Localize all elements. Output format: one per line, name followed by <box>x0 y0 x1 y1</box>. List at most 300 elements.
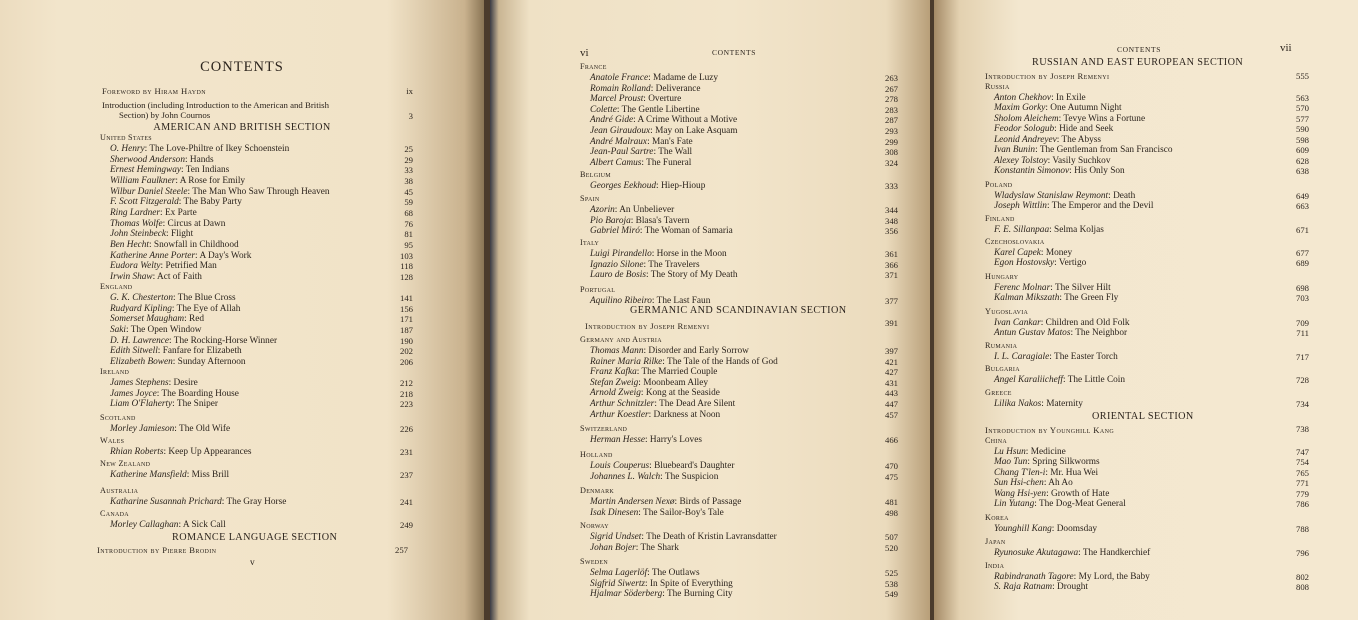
page-number: 457 <box>884 409 898 420</box>
entry-title: Sunday Afternoon <box>177 356 246 367</box>
entry-title: The Last Faun <box>656 296 711 306</box>
entry-author: Lilika Nakos <box>994 399 1042 409</box>
entry-title: The Death of Kristin Lavransdatter <box>646 532 777 542</box>
country-heading-england: England <box>100 282 133 291</box>
page-number: 190 <box>399 335 413 346</box>
entry-author: William Faulkner <box>110 175 176 186</box>
toc-entry: Lilika Nakos: Maternity <box>994 399 1083 409</box>
section-heading: ROMANCE LANGUAGE SECTION <box>172 532 338 543</box>
entry-title: The Gray Horse <box>226 497 287 507</box>
country-heading-belgium: Belgium <box>580 170 611 179</box>
toc-entry: Elizabeth Bowen: Sunday Afternoon <box>110 356 246 367</box>
entry-author: Arnold Zweig <box>590 388 641 399</box>
toc-entry: S. Raja Ratnam: Drought <box>994 582 1089 593</box>
toc-entry: Wladyslaw Stanislaw Reymont: Death <box>994 191 1136 201</box>
toc-entry: Sherwood Anderson: Hands <box>110 154 214 165</box>
page-number: 628 <box>1295 155 1309 166</box>
entry-author: Aquilino Ribeiro <box>590 296 652 306</box>
page-number: 754 <box>1295 457 1309 468</box>
toc-entry: John Steinbeck: Flight <box>110 229 194 240</box>
page-number: 223 <box>399 399 413 410</box>
toc-entry: Georges Eekhoud: Hiep-Hioup <box>590 181 706 191</box>
page-number: 226 <box>399 424 413 434</box>
entry-author: Johan Bojer <box>590 542 636 553</box>
entry-title: Tevye Wins a Fortune <box>1063 113 1146 124</box>
toc-entry: William Faulkner: A Rose for Emily <box>110 175 246 186</box>
page-number: 344 <box>884 205 898 215</box>
entry-author: Sun Hsi-chen <box>994 478 1044 489</box>
toc-entry: Pio Baroja: Blasa's Tavern <box>590 215 690 226</box>
page-number: 366 <box>884 259 898 270</box>
toc-entry: Angel Karaliicheff: The Little Coin <box>994 375 1126 385</box>
entry-author: Luigi Pirandello <box>590 249 652 259</box>
page-number: 507 <box>884 532 898 542</box>
entry-title: His Only Son <box>1074 166 1125 177</box>
right-page <box>934 0 1358 620</box>
entry-title: One Autumn Night <box>1050 103 1122 114</box>
country-heading-ireland: Ireland <box>100 367 130 376</box>
entry-title: The Travelers <box>648 259 700 270</box>
entry-author: Wang Hsi-yen <box>994 488 1047 499</box>
entry-author: Martin Andersen Nexø <box>590 497 675 507</box>
toc-entry: Sigfrid Siwertz: In Spite of Everything <box>590 578 733 589</box>
entry-author: Stefan Zweig <box>590 377 639 388</box>
country-heading-sweden: Sweden <box>580 557 609 566</box>
entry-author: Romain Rolland <box>590 83 651 94</box>
toc-entry: Wang Hsi-yen: Growth of Hate <box>994 488 1110 499</box>
page-number: 570 <box>1295 103 1309 114</box>
page-number: 431 <box>884 377 898 388</box>
entry-author: I. L. Caragiale <box>994 352 1050 362</box>
toc-entry: Ring Lardner: Ex Parte <box>110 207 197 218</box>
entry-title: The Emperor and the Devil <box>1051 201 1154 212</box>
page-number: 76 <box>404 218 413 229</box>
running-head: CONTENTS <box>712 48 756 57</box>
entry-author: Gabriel Miró <box>590 226 640 237</box>
page-number: 308 <box>884 147 898 158</box>
toc-entry: Arthur Koestler: Darkness at Noon <box>590 409 721 420</box>
toc-entry: Kalman Mikszath: The Green Fly <box>994 293 1119 304</box>
page-number: 324 <box>884 157 898 168</box>
toc-entry: G. K. Chesterton: The Blue Cross <box>110 293 236 303</box>
entry-title: My Lord, the Baby <box>1078 572 1150 582</box>
entry-author: Kalman Mikszath <box>994 293 1060 304</box>
entry-author: G. K. Chesterton <box>110 293 174 303</box>
entry-author: Rabindranath Tagore <box>994 572 1074 582</box>
page-number: 549 <box>884 589 898 600</box>
page-number: 156 <box>399 303 413 314</box>
page-number: 590 <box>1295 124 1309 135</box>
page-number: 788 <box>1295 524 1309 534</box>
entry-author: Katherine Anne Porter <box>110 250 196 261</box>
page-number: 348 <box>884 215 898 226</box>
entry-author: Mao Tun <box>994 457 1028 468</box>
toc-entry: Arthur Schnitzler: The Dead Are Silent <box>590 399 736 409</box>
toc-entry: Edith Sitwell: Fanfare for Elizabeth <box>110 346 242 357</box>
entry-author: Wilbur Daniel Steele <box>110 186 188 197</box>
entry-author: Antun Gustav Matos <box>994 328 1071 339</box>
toc-entry: Leonid Andreyev: The Abyss <box>994 134 1102 145</box>
entry-title: Hiep-Hioup <box>660 181 706 191</box>
entry-title: The Gentleman from San Francisco <box>1039 145 1173 156</box>
page-number: 103 <box>399 250 413 261</box>
toc-entry: Anton Chekhov: In Exile <box>994 93 1086 103</box>
toc-entry: James Joyce: The Boarding House <box>110 388 239 399</box>
entry-author: Jean-Paul Sartre <box>590 147 654 158</box>
page-number: 249 <box>399 520 413 530</box>
toc-entry: Ferenc Molnar: The Silver Hilt <box>994 283 1111 293</box>
entry-title: Hands <box>189 154 214 165</box>
contents-title: CONTENTS <box>200 59 284 75</box>
entry-title: The Tale of the Hands of God <box>667 356 778 367</box>
toc-entry: Colette: The Gentle Libertine <box>590 104 700 115</box>
entry-title: Fanfare for Elizabeth <box>162 346 242 357</box>
entry-author: Wladyslaw Stanislaw Reymont <box>994 191 1109 201</box>
entry-author: O. Henry <box>110 144 145 154</box>
page-number: 212 <box>399 378 413 388</box>
entry-title: Drought <box>1057 582 1089 593</box>
entry-author: Colette <box>590 104 617 115</box>
toc-entry: Luigi Pirandello: Horse in the Moon <box>590 249 727 259</box>
toc-entry: Rhian Roberts: Keep Up Appearances <box>110 447 252 457</box>
entry-title: The Shark <box>640 542 679 553</box>
page-number: 577 <box>1295 113 1309 124</box>
page-number: 808 <box>1295 582 1309 593</box>
entry-author: Egon Hostovsky <box>994 258 1055 269</box>
russian-intro-entry: Introduction by Joseph Remenyi <box>985 71 1110 81</box>
page-number: 231 <box>399 447 413 457</box>
toc-entry: Lu Hsun: Medicine <box>994 447 1066 457</box>
entry-author: Ivan Bunin <box>994 145 1036 156</box>
page-number: 649 <box>1295 191 1309 201</box>
entry-author: Ignazio Silone <box>590 259 644 270</box>
foreword-entry: Foreword by Hiram Haydn <box>102 86 206 96</box>
entry-title: Death <box>1113 191 1136 201</box>
entry-title: Children and Old Folk <box>1045 318 1130 328</box>
entry-title: The Baby Party <box>183 197 242 208</box>
entry-author: Thomas Mann <box>590 346 644 356</box>
page-number: 466 <box>884 435 898 445</box>
page-number: 241 <box>399 497 413 507</box>
entry-author: F. E. Sillanpaa <box>994 225 1050 235</box>
page-number: 391 <box>884 318 898 328</box>
entry-author: Albert Camus <box>590 157 642 168</box>
entry-author: James Joyce <box>110 388 157 399</box>
entry-title: The Little Coin <box>1067 375 1126 385</box>
toc-entry: Alexey Tolstoy: Vasily Suchkov <box>994 155 1111 166</box>
entry-author: Katherine Mansfield <box>110 470 187 480</box>
entry-title: The Dog-Meat General <box>1038 499 1126 510</box>
toc-entry: Franz Kafka: The Married Couple <box>590 367 718 378</box>
country-heading-yugoslavia: Yugoslavia <box>985 307 1029 316</box>
entry-title: A Crime Without a Motive <box>637 115 738 126</box>
entry-author: Konstantin Simonov <box>994 166 1070 177</box>
page-number: 703 <box>1295 293 1309 304</box>
page-number: 377 <box>884 296 898 306</box>
entry-author: Eudora Welty <box>110 261 161 272</box>
entry-title: Doomsday <box>1056 524 1097 534</box>
page-number: 481 <box>884 497 898 507</box>
intro-line-2: Section) by John Cournos <box>119 110 211 120</box>
entry-title: Petrified Man <box>165 261 217 272</box>
toc-entry: F. E. Sillanpaa: Selma Koljas <box>994 225 1104 235</box>
section-heading: ORIENTAL SECTION <box>1092 411 1194 422</box>
page-number: 475 <box>884 471 898 482</box>
toc-entry: Arnold Zweig: Kong at the Seaside <box>590 388 720 399</box>
entry-author: Morley Callaghan <box>110 520 179 530</box>
page-number: 202 <box>399 346 413 357</box>
country-heading-hungary: Hungary <box>985 272 1019 281</box>
page-number: 447 <box>884 399 898 409</box>
toc-entry: Younghill Kang: Doomsday <box>994 524 1097 534</box>
entry-author: Johannes L. Walch <box>590 471 661 482</box>
section-heading: RUSSIAN AND EAST EUROPEAN SECTION <box>1032 57 1244 68</box>
country-heading-nz: New Zealand <box>100 459 151 468</box>
country-heading-rumania: Rumania <box>985 341 1018 350</box>
toc-entry: Martin Andersen Nexø: Birds of Passage <box>590 497 742 507</box>
entry-author: Arthur Schnitzler <box>590 399 655 409</box>
entry-author: Ferenc Molnar <box>994 283 1051 293</box>
page-number: 237 <box>399 470 413 480</box>
entry-author: Ben Hecht <box>110 239 149 250</box>
entry-title: Red <box>189 314 205 325</box>
entry-author: Anatole France <box>590 73 649 83</box>
entry-title: The Woman of Samaria <box>644 226 733 237</box>
entry-author: Saki <box>110 324 127 335</box>
entry-author: Azorin <box>590 205 615 215</box>
country-heading-japan: Japan <box>985 537 1006 546</box>
entry-author: Edith Sitwell <box>110 346 158 357</box>
toc-entry: Herman Hesse: Harry's Loves <box>590 435 702 445</box>
entry-author: Anton Chekhov <box>994 93 1052 103</box>
entry-title: Ah Ao <box>1048 478 1073 489</box>
toc-entry: Sun Hsi-chen: Ah Ao <box>994 478 1073 489</box>
toc-entry: Liam O'Flaherty: The Sniper <box>110 399 218 410</box>
entry-title: The Man Who Saw Through Heaven <box>192 186 330 197</box>
entry-author: Franz Kafka <box>590 367 637 378</box>
entry-title: The Dead Are Silent <box>659 399 736 409</box>
page-number: 525 <box>884 568 898 578</box>
country-heading-wales: Wales <box>100 436 125 445</box>
entry-title: The Married Couple <box>641 367 718 378</box>
page-folio: v <box>250 558 255 568</box>
entry-author: Sigrid Undset <box>590 532 642 542</box>
entry-author: Hjalmar Söderberg <box>590 589 663 600</box>
left-page <box>0 0 484 620</box>
page-number: 470 <box>884 461 898 471</box>
toc-entry: Ben Hecht: Snowfall in Childhood <box>110 239 239 250</box>
page-number: 427 <box>884 367 898 378</box>
entry-title: The Wall <box>658 147 693 158</box>
toc-entry: Ignazio Silone: The Travelers <box>590 259 700 270</box>
page-number: ix <box>406 86 413 96</box>
country-heading-norway: Norway <box>580 521 609 530</box>
entry-author: Ring Lardner <box>110 207 161 218</box>
toc-entry: Gabriel Miró: The Woman of Samaria <box>590 226 733 237</box>
toc-entry: Katharine Susannah Prichard: The Gray Horse <box>110 497 287 507</box>
entry-author: Rainer Maria Rilke <box>590 356 663 367</box>
entry-author: Maxim Gorky <box>994 103 1046 114</box>
toc-entry: Wilbur Daniel Steele: The Man Who Saw Through Heaven <box>110 186 330 197</box>
entry-title: Desire <box>173 378 198 388</box>
entry-author: Younghill Kang <box>994 524 1052 534</box>
page-number: 29 <box>404 154 413 165</box>
entry-author: Leonid Andreyev <box>994 134 1057 145</box>
toc-entry: Antun Gustav Matos: The Neighbor <box>994 328 1128 339</box>
entry-author: Selma Lagerlöf <box>590 568 648 578</box>
toc-entry: Johan Bojer: The Shark <box>590 542 679 553</box>
entry-title: The Open Window <box>130 324 202 335</box>
page-number: 278 <box>884 94 898 105</box>
romance-intro-entry: Introduction by Pierre Brodin <box>97 545 217 555</box>
toc-entry: Isak Dinesen: The Sailor-Boy's Tale <box>590 507 724 518</box>
toc-entry: Mao Tun: Spring Silkworms <box>994 457 1100 468</box>
page-number: 128 <box>399 271 413 282</box>
entry-title: Flight <box>170 229 194 240</box>
entry-title: The Easter Torch <box>1054 352 1118 362</box>
page-number: 95 <box>404 239 413 250</box>
entry-title: Selma Koljas <box>1054 225 1104 235</box>
entry-title: The Funeral <box>646 157 692 168</box>
country-heading-poland: Poland <box>985 180 1013 189</box>
entry-author: John Steinbeck <box>110 229 167 240</box>
entry-title: The Blue Cross <box>177 293 236 303</box>
entry-title: Maternity <box>1046 399 1083 409</box>
toc-entry: Aquilino Ribeiro: The Last Faun <box>590 296 711 306</box>
entry-title: Circus at Dawn <box>167 218 226 229</box>
entry-title: The Silver Hilt <box>1054 283 1111 293</box>
entry-title: In Exile <box>1055 93 1086 103</box>
country-heading-russia: Russia <box>985 82 1010 91</box>
entry-author: Somerset Maugham <box>110 314 185 325</box>
page-number: 283 <box>884 104 898 115</box>
entry-title: Darkness at Noon <box>653 409 721 420</box>
entry-title: May on Lake Asquam <box>655 126 738 136</box>
toc-entry: Ivan Bunin: The Gentleman from San Francisco <box>994 145 1173 156</box>
entry-title: The Old Wife <box>179 424 231 434</box>
entry-author: Thomas Wolfe <box>110 218 163 229</box>
entry-title: Harry's Loves <box>649 435 702 445</box>
page-number: 171 <box>399 314 413 325</box>
entry-author: Louis Couperus <box>590 461 650 471</box>
entry-author: D. H. Lawrence <box>110 335 170 346</box>
page-number: 779 <box>1295 488 1309 499</box>
entry-author: Lin Yutang <box>994 499 1035 510</box>
country-heading-canada: Canada <box>100 509 129 518</box>
entry-title: Act of Faith <box>157 271 202 282</box>
page-number: 663 <box>1295 201 1309 212</box>
toc-entry: Somerset Maugham: Red <box>110 314 205 325</box>
toc-entry: Anatole France: Madame de Luzy <box>590 73 719 83</box>
entry-title: The Love-Philtre of Ikey Schoenstein <box>149 144 290 154</box>
entry-title: An Unbeliever <box>619 205 675 215</box>
entry-title: Hide and Seek <box>1059 124 1114 135</box>
page-number: 33 <box>404 165 413 176</box>
entry-author: André Malraux <box>590 136 648 147</box>
toc-entry: Katherine Mansfield: Miss Brill <box>110 470 230 480</box>
toc-entry: Ernest Hemingway: Ten Indians <box>110 165 230 176</box>
entry-title: A Day's Work <box>199 250 252 261</box>
country-heading-finland: Finland <box>985 214 1015 223</box>
page-number: 25 <box>404 144 413 154</box>
entry-author: Sholom Aleichem <box>994 113 1059 124</box>
page-folio: vi <box>580 47 589 59</box>
toc-entry: Thomas Wolfe: Circus at Dawn <box>110 218 226 229</box>
toc-entry: Hjalmar Söderberg: The Burning City <box>590 589 733 600</box>
toc-entry: Joseph Wittlin: The Emperor and the Devil <box>994 201 1154 212</box>
page-number: 3 <box>408 111 413 121</box>
page-number: 361 <box>884 249 898 259</box>
country-heading-czech: Czechoslovakia <box>985 237 1045 246</box>
entry-title: Madame de Luzy <box>653 73 719 83</box>
entry-author: F. Scott Fitzgerald <box>110 197 179 208</box>
entry-title: Vertigo <box>1058 258 1087 269</box>
toc-entry: André Malraux: Man's Fate <box>590 136 693 147</box>
entry-author: Georges Eekhoud <box>590 181 657 191</box>
toc-entry: Morley Jamieson: The Old Wife <box>110 424 231 434</box>
toc-entry: Eudora Welty: Petrified Man <box>110 261 217 272</box>
toc-entry: Irwin Shaw: Act of Faith <box>110 271 202 282</box>
entry-author: Herman Hesse <box>590 435 645 445</box>
page-number: 555 <box>1295 71 1309 81</box>
page-number: 141 <box>399 293 413 303</box>
entry-author: Liam O'Flaherty <box>110 399 173 410</box>
entry-author: Feodor Sologub <box>994 124 1055 135</box>
entry-title: The Outlaws <box>651 568 700 578</box>
entry-author: Katharine Susannah Prichard <box>110 497 222 507</box>
page-number: 59 <box>404 197 413 208</box>
entry-title: The Green Fly <box>1064 293 1119 304</box>
toc-entry: Selma Lagerlöf: The Outlaws <box>590 568 700 578</box>
toc-entry: Jean-Paul Sartre: The Wall <box>590 147 693 158</box>
entry-title: The Sniper <box>176 399 218 410</box>
entry-title: The Handkerchief <box>1082 548 1151 558</box>
page-number: 333 <box>884 181 898 191</box>
entry-author: Lauro de Bosis <box>590 270 646 281</box>
toc-entry: Saki: The Open Window <box>110 324 202 335</box>
page-number: 45 <box>404 186 413 197</box>
page-number: 498 <box>884 507 898 518</box>
country-heading-switzerland: Switzerland <box>580 424 628 433</box>
page-number: 218 <box>399 388 413 399</box>
running-head: CONTENTS <box>1117 45 1161 54</box>
page-number: 299 <box>884 136 898 147</box>
entry-title: Birds of Passage <box>679 497 742 507</box>
toc-entry: Albert Camus: The Funeral <box>590 157 692 168</box>
page-number: 538 <box>884 578 898 589</box>
entry-author: Pio Baroja <box>590 215 631 226</box>
page-number: 638 <box>1295 166 1309 177</box>
entry-author: Arthur Koestler <box>590 409 649 420</box>
page-number: 187 <box>399 324 413 335</box>
toc-entry: James Stephens: Desire <box>110 378 198 388</box>
entry-author: Irwin Shaw <box>110 271 153 282</box>
entry-author: Angel Karaliicheff <box>994 375 1063 385</box>
toc-entry: Sholom Aleichem: Tevye Wins a Fortune <box>994 113 1146 124</box>
entry-title: Deliverance <box>655 83 701 94</box>
country-heading-portugal: Portugal <box>580 285 616 294</box>
entry-author: Karel Capek <box>994 248 1041 258</box>
toc-entry: Ivan Cankar: Children and Old Folk <box>994 318 1130 328</box>
toc-entry: D. H. Lawrence: The Rocking-Horse Winner <box>110 335 278 346</box>
country-heading-spain: Spain <box>580 194 600 203</box>
toc-entry: Ryunosuke Akutagawa: The Handkerchief <box>994 548 1151 558</box>
country-heading-greece: Greece <box>985 388 1012 397</box>
entry-title: Keep Up Appearances <box>168 447 252 457</box>
entry-author: Elizabeth Bowen <box>110 356 173 367</box>
page-number: 38 <box>404 175 413 186</box>
entry-author: Ernest Hemingway <box>110 165 182 176</box>
